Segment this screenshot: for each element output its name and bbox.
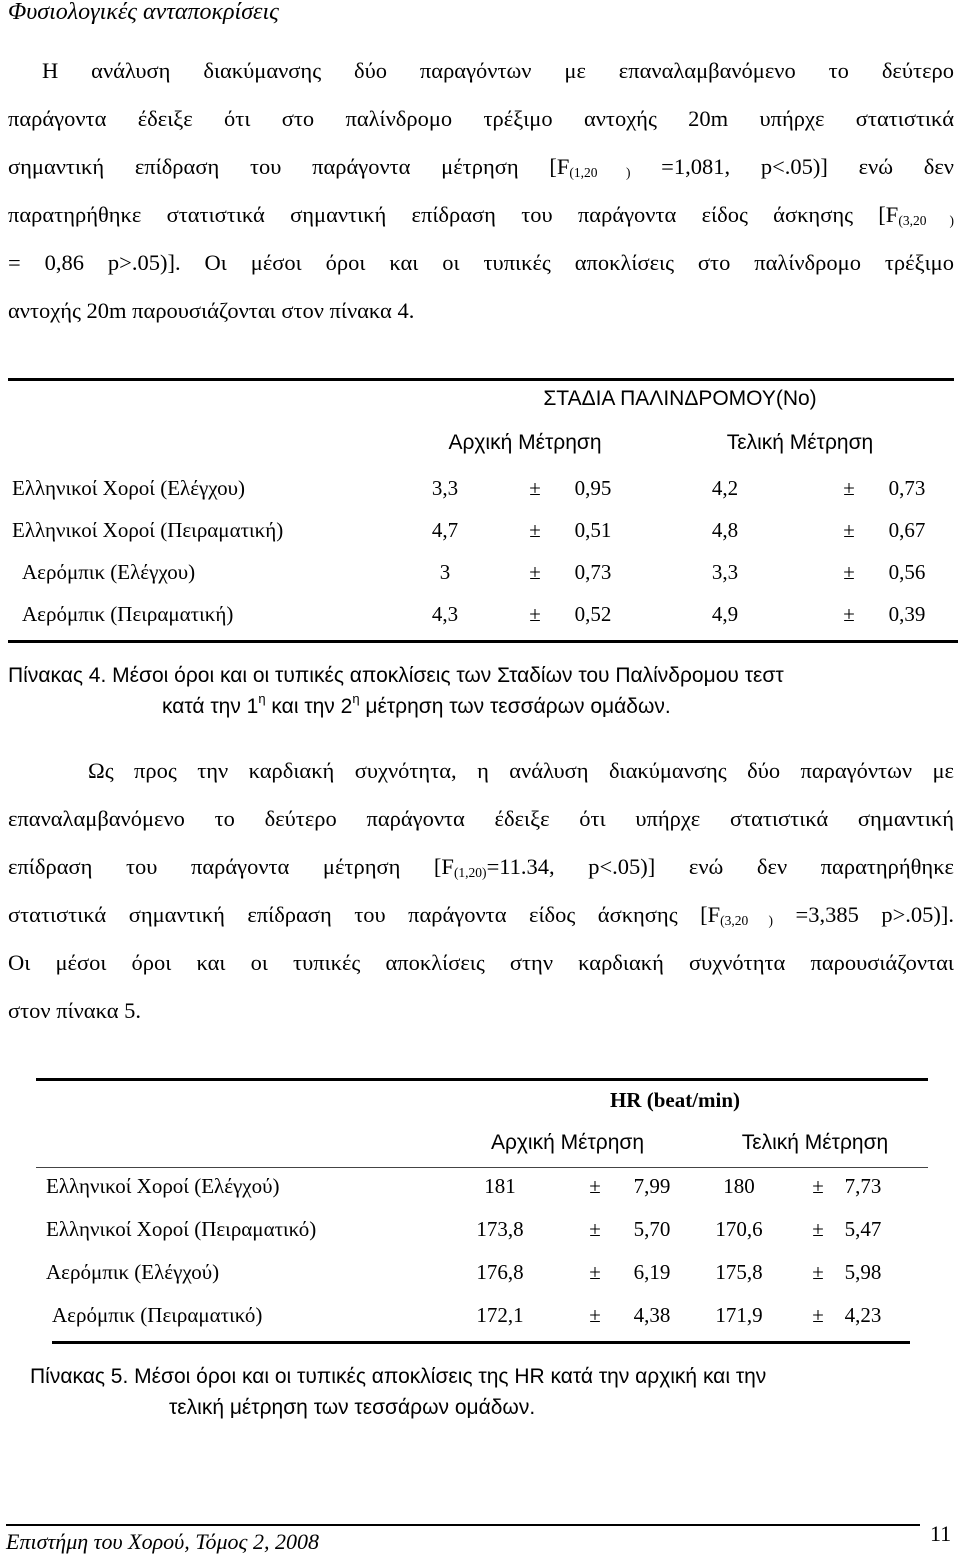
table-5-top-rule — [36, 1078, 928, 1081]
initial-sd: 0,52 — [574, 602, 612, 626]
text-fragment: =3,385 p>.05)]. — [773, 902, 954, 927]
text-fragment: μέτρηση των τεσσάρων ομάδων. — [359, 695, 671, 718]
footer-rule — [6, 1524, 920, 1526]
row-label: Ελληνικοί Χοροί (Πειραματικό) — [46, 1217, 317, 1241]
table-4-col-final: Τελική Μέτρηση — [726, 431, 874, 454]
text-fragment: παρατηρήθηκε στατιστικά σημαντική επίδραση του παράγοντα είδος άσκησης [F — [8, 202, 899, 227]
paragraph-2-line-5: Οι μέσοι όροι και οι τυπικές αποκλίσεις στην καρδιακή συχνότητα παρουσιάζονται — [8, 950, 954, 975]
text-fragment: κατά την 1 — [162, 695, 259, 718]
table-4-caption-line-1: Πίνακας 4. Μέσοι όροι και οι τυπικές αποκλίσεις των Σταδίων του Παλίνδρομου τεστ — [8, 664, 784, 687]
final-sd: 0,67 — [888, 518, 926, 542]
initial-sd: 0,95 — [574, 476, 612, 500]
initial-mean: 4,7 — [431, 518, 459, 542]
table-4-col-initial: Αρχική Μέτρηση — [448, 431, 602, 454]
paragraph-1-line-6: αντοχής 20m παρουσιάζονται στον πίνακα 4. — [8, 298, 415, 323]
paragraph-1-line-4 — [8, 191, 954, 239]
paragraph-2 — [8, 747, 954, 1035]
final-sd: 0,73 — [888, 476, 926, 500]
plus-minus: ± — [843, 602, 855, 626]
initial-mean: 173,8 — [476, 1217, 524, 1241]
plus-minus: ± — [529, 518, 541, 542]
text-fragment: στατιστικά σημαντική επίδραση του παράγοντα είδος άσκησης [F — [8, 902, 721, 927]
plus-minus: ± — [843, 518, 855, 542]
row-label: Αερόμπικ (Ελέγχου) — [22, 560, 196, 584]
final-sd: 0,56 — [888, 560, 926, 584]
plus-minus: ± — [589, 1174, 601, 1198]
paragraph-2-line-2: επαναλαμβανόμενο το δεύτερο παράγοντα έδειξε ότι υπήρχε στατιστικά σημαντική — [8, 806, 954, 831]
final-mean: 180 — [723, 1174, 755, 1198]
f-subscript: (1,20) — [453, 865, 487, 880]
initial-sd: 0,73 — [574, 560, 612, 584]
text-fragment: =1,081, p<.05)] ενώ δεν — [630, 154, 954, 179]
row-label: Ελληνικοί Χοροί (Ελέγχoύ) — [46, 1174, 280, 1198]
final-mean: 175,8 — [715, 1260, 763, 1284]
final-mean: 4,9 — [711, 602, 739, 626]
paragraph-2-line-3 — [8, 843, 954, 891]
plus-minus: ± — [529, 560, 541, 584]
table-5-col-initial: Αρχική Μέτρηση — [490, 1131, 645, 1154]
initial-mean: 176,8 — [476, 1260, 524, 1284]
table-5-header-rule — [36, 1167, 928, 1168]
table-5-caption-line-1: Πίνακας 5. Μέσοι όροι και οι τυπικές αποκλίσεις της HR κατά την αρχική και την — [30, 1365, 767, 1388]
table-4-caption-line-2 — [162, 692, 671, 722]
plus-minus: ± — [843, 476, 855, 500]
final-mean: 170,6 — [715, 1217, 763, 1241]
plus-minus: ± — [812, 1217, 824, 1241]
f-subscript: (3,20 ) — [720, 913, 773, 928]
row-label: Αερόμπικ (Πειραματικό) — [52, 1303, 263, 1327]
paragraph-1-line-3 — [8, 143, 954, 191]
page-number: 11 — [930, 1521, 952, 1546]
plus-minus: ± — [812, 1174, 824, 1198]
table-5-group-header: HR (beat/min) — [609, 1088, 741, 1112]
initial-mean: 172,1 — [476, 1303, 524, 1327]
initial-mean: 3 — [439, 560, 451, 584]
text-fragment: σημαντική επίδραση του παράγοντα μέτρηση [F — [8, 154, 570, 179]
f-subscript: (3,20 ) — [898, 213, 954, 228]
row-label: Αερόμπικ (Ελέγχού) — [46, 1260, 220, 1284]
paragraph-1 — [8, 47, 954, 335]
initial-sd: 6,19 — [633, 1260, 671, 1284]
row-label: Ελληνικοί Χοροί (Πειραματική) — [12, 518, 284, 542]
initial-mean: 181 — [484, 1174, 516, 1198]
paragraph-1-line-5: = 0,86 p>.05)]. Οι μέσοι όροι και οι τυπικές αποκλίσεις στο παλίνδρομο τρέξιμο — [8, 250, 954, 275]
plus-minus: ± — [529, 602, 541, 626]
final-sd: 0,39 — [888, 602, 926, 626]
final-mean: 3,3 — [711, 560, 739, 584]
paragraph-1-line-2: παράγοντα έδειξε ότι στο παλίνδρομο τρέξιμο αντοχής 20m υπήρχε στατιστικά — [8, 106, 954, 131]
plus-minus: ± — [589, 1303, 601, 1327]
table-4-top-rule — [8, 378, 954, 381]
plus-minus: ± — [843, 560, 855, 584]
plus-minus: ± — [589, 1217, 601, 1241]
table-5-bottom-rule — [52, 1341, 910, 1344]
row-label: Ελληνικοί Χοροί (Ελέγχου) — [12, 476, 246, 500]
plus-minus: ± — [812, 1303, 824, 1327]
plus-minus: ± — [812, 1260, 824, 1284]
final-sd: 5,98 — [844, 1260, 882, 1284]
initial-sd: 7,99 — [633, 1174, 671, 1198]
paragraph-2-line-1: Ως προς την καρδιακή συχνότητα, η ανάλυση διακύμανσης δύο παραγόντων με — [88, 758, 954, 783]
text-fragment: και την 2 — [265, 695, 353, 718]
final-mean: 171,9 — [715, 1303, 763, 1327]
initial-mean: 3,3 — [431, 476, 459, 500]
initial-sd: 5,70 — [633, 1217, 671, 1241]
final-sd: 7,73 — [844, 1174, 882, 1198]
table-4-bottom-rule — [8, 640, 958, 643]
text-fragment: επίδραση του παράγοντα μέτρηση [F — [8, 854, 454, 879]
text-fragment: =11.34, p<.05)] ενώ δεν παρατηρήθηκε — [486, 854, 954, 879]
paragraph-2-line-4 — [8, 891, 954, 939]
journal-footer: Επιστήμη του Χορού, Τόμος 2, 2008 — [6, 1529, 319, 1554]
final-sd: 5,47 — [844, 1217, 882, 1241]
initial-mean: 4,3 — [431, 602, 459, 626]
table-4-group-header: ΣΤΑΔΙΑ ΠΑΛΙΝΔΡΟΜΟΥ(Νο) — [543, 387, 817, 410]
final-mean: 4,2 — [711, 476, 739, 500]
plus-minus: ± — [589, 1260, 601, 1284]
ordinal-superscript: η — [258, 691, 266, 706]
plus-minus: ± — [529, 476, 541, 500]
table-5-col-final: Τελική Μέτρηση — [741, 1131, 889, 1154]
initial-sd: 0,51 — [574, 518, 612, 542]
table-5-caption-line-2: τελική μέτρηση των τεσσάρων ομάδων. — [169, 1396, 536, 1419]
f-subscript: (1,20 ) — [569, 165, 631, 180]
final-sd: 4,23 — [844, 1303, 882, 1327]
ordinal-superscript: η — [352, 691, 360, 706]
final-mean: 4,8 — [711, 518, 739, 542]
section-heading: Φυσιολογικές ανταποκρίσεις — [8, 0, 279, 25]
paragraph-2-line-6: στον πίνακα 5. — [8, 998, 142, 1023]
row-label: Αερόμπικ (Πειραματική) — [22, 602, 234, 626]
initial-sd: 4,38 — [633, 1303, 671, 1327]
paragraph-1-line-1: Η ανάλυση διακύμανσης δύο παραγόντων με επαναλαμβανόμενο το δεύτερο — [42, 58, 954, 83]
